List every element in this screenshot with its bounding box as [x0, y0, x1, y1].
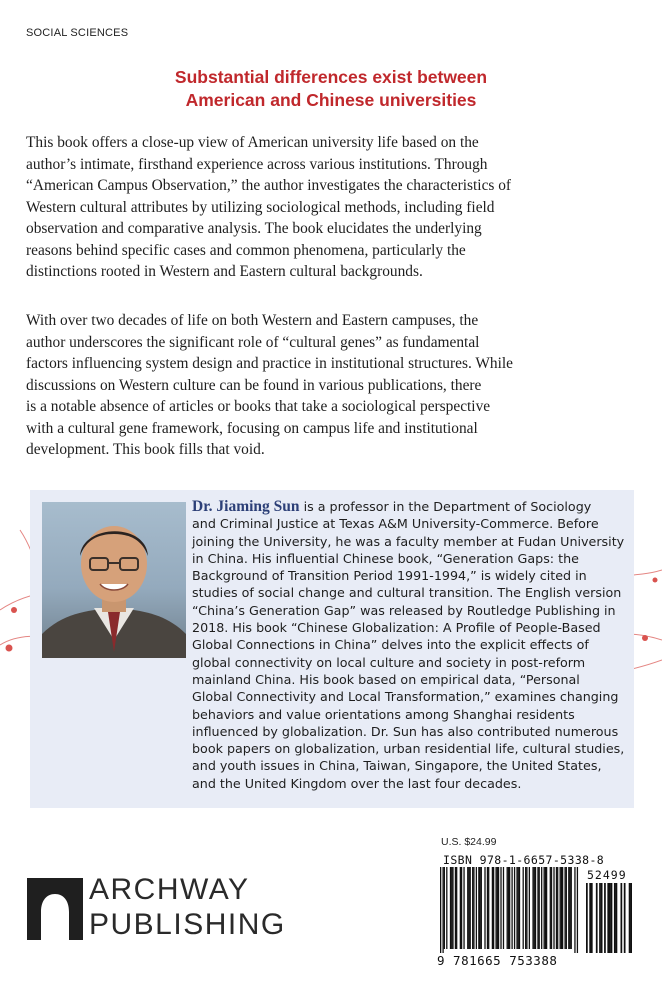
barcode-bar — [556, 867, 557, 949]
barcode-bar — [541, 867, 542, 949]
barcode-addon-bar — [621, 883, 623, 953]
headline-line: American and Chinese universities — [185, 90, 477, 110]
barcode-addon-bar — [616, 883, 618, 953]
barcode-bar — [495, 867, 496, 949]
barcode-addon-bar — [630, 883, 632, 953]
barcode-bar — [511, 867, 512, 949]
barcode-bar — [532, 867, 533, 949]
paragraph-line: With over two decades of life on both Western and Eastern campuses, the — [26, 312, 479, 329]
barcode-bar — [468, 867, 469, 949]
barcode-bar — [456, 867, 457, 949]
barcode-bar — [478, 867, 479, 949]
barcode-bar — [523, 867, 524, 949]
barcode-bar — [551, 867, 552, 949]
barcode-bar — [571, 867, 572, 949]
barcode-bar — [498, 867, 499, 949]
isbn-label: ISBN 978-1-6657-5338-8 — [443, 853, 605, 867]
barcode-bar — [497, 867, 498, 949]
paragraph-line: discussions on Western culture can be found in various publications, there — [26, 376, 482, 394]
barcode-bar — [472, 867, 473, 949]
barcode-bar — [568, 867, 569, 949]
barcode-bar — [550, 867, 551, 949]
description-paragraph-1 — [26, 132, 646, 283]
barcode-bar — [461, 867, 462, 949]
publisher-name-line2: PUBLISHING — [89, 908, 286, 941]
paragraph-line: with a cultural gene framework, focusing on campus life and institutional — [26, 419, 478, 437]
paragraph-line: development. This book fills that void. — [26, 441, 265, 458]
paragraph-line: observation and comparative analysis. The book elucidates the underlying — [26, 220, 482, 237]
category-label: SOCIAL SCIENCES — [26, 27, 129, 39]
barcode-bar — [444, 867, 445, 949]
barcode-bar — [442, 867, 443, 953]
barcode-addon-bar — [614, 883, 616, 953]
barcode-bar — [526, 867, 527, 949]
bio-line: 2018. His book “Chinese Globalization: A Profile of People-Based — [192, 620, 601, 636]
barcode-addon-bar — [596, 883, 598, 953]
barcode-bar — [546, 867, 547, 949]
barcode-bar — [451, 867, 452, 949]
headline — [0, 66, 662, 112]
barcode-bar — [534, 867, 535, 949]
barcode-bar — [493, 867, 494, 949]
barcode-bar — [525, 867, 526, 949]
bio-line: Background of Transition Period 1991-1994,” is widely cited in — [192, 568, 587, 584]
bio-line: behaviors and value orientations among Shanghai residents — [192, 706, 575, 722]
price-addon-code: 52499 — [587, 868, 627, 882]
barcode-bar — [481, 867, 482, 949]
barcode-bar — [566, 867, 567, 949]
barcode-addon-bar — [629, 883, 631, 953]
price-label: U.S. $24.99 — [441, 836, 497, 848]
barcode-bar — [564, 867, 565, 949]
barcode-bar — [509, 867, 510, 949]
paragraph-line: author’s intimate, firsthand experience across various institutions. Through — [26, 155, 488, 173]
barcode-bar — [500, 867, 501, 949]
barcode-bar — [507, 867, 508, 949]
barcode-addon-bar — [607, 883, 609, 953]
barcode-bar — [516, 867, 517, 949]
barcode-bar — [519, 867, 520, 949]
bio-line: mainland China. His book based on empirical data, “Personal — [192, 671, 580, 687]
barcode-addon-bar — [591, 883, 593, 953]
barcode-addon-bar — [599, 883, 601, 953]
paragraph-line: This book offers a close-up view of American university life based on the — [26, 134, 479, 151]
barcode-bar — [557, 867, 558, 949]
barcode-bar — [450, 867, 451, 949]
paragraph-line: author underscores the significant role of “cultural genes” as fundamental — [26, 333, 480, 351]
barcode-bar — [545, 867, 546, 949]
bio-line: Global Connections in China” delves into the explicit effects of — [192, 637, 589, 653]
paragraph-line: Western cultural attributes by utilizing sociological methods, including field — [26, 198, 495, 216]
barcode-bar — [492, 867, 493, 949]
barcode-bar — [455, 867, 456, 949]
barcode-bar — [503, 867, 504, 949]
barcode-bar — [463, 867, 464, 949]
barcode-bar — [535, 867, 536, 949]
barcode-bar — [577, 867, 578, 953]
barcode-bar — [553, 867, 554, 949]
bio-line: global connectivity on local culture and society in post-reform — [192, 654, 586, 670]
barcode-bar — [488, 867, 489, 949]
paragraph-line: factors influencing system design and practice in institutional structures. While — [26, 355, 513, 372]
bio-line: and Criminal Justice at Texas A&M University-Commerce. Before — [192, 516, 599, 532]
barcode-bar — [467, 867, 468, 949]
barcode-bar — [518, 867, 519, 949]
barcode-bar — [440, 867, 441, 953]
barcode-addon-bar — [604, 883, 606, 953]
barcode-bar — [470, 867, 471, 949]
bio-line: Global Connectivity and Local Transformation,” examines changing — [192, 689, 619, 705]
barcode-bar — [562, 867, 563, 949]
headline-line: Substantial differences exist between — [174, 67, 488, 87]
barcode-addon-bar — [609, 883, 611, 953]
barcode-bar — [539, 867, 540, 949]
paragraph-line: “American Campus Observation,” the author investigates the characteristics of — [26, 177, 512, 194]
barcode-bar — [560, 867, 561, 949]
publisher-name-line1: ARCHWAY — [89, 873, 250, 906]
barcode-bar — [460, 867, 461, 949]
bio-line: “China’s Generation Gap” was released by Routledge Publishing in — [192, 602, 616, 618]
bio-line: and youth issues in China, Taiwan, Singapore, the United States, — [192, 758, 602, 774]
paragraph-line: distinctions rooted in Western and Eastern cultural backgrounds. — [26, 263, 423, 280]
barcode-bar — [561, 867, 562, 949]
barcode-addon-bar — [624, 883, 626, 953]
bio-line: and the United Kingdom over the last four decades. — [192, 775, 522, 791]
barcode-digits: 9 781665 753388 — [437, 953, 558, 968]
barcode-bar — [529, 867, 530, 949]
author-photo — [42, 502, 186, 658]
bio-first-line-text: is a professor in the Department of Sociology — [299, 499, 592, 514]
barcode-bar — [452, 867, 453, 949]
bio-line: book papers on globalization, urban residential life, cultural studies, — [192, 741, 625, 757]
barcode-bar — [569, 867, 570, 949]
barcode-bar — [473, 867, 474, 949]
barcode-bar — [446, 867, 447, 949]
barcode-bar — [484, 867, 485, 949]
bio-line: studies of social change and cultural transition. The English version — [192, 585, 622, 601]
paragraph-line: is a notable absence of articles or books that take a sociological perspective — [26, 398, 491, 415]
archway-logo-icon — [27, 878, 83, 944]
author-name: Dr. Jiaming Sun — [192, 498, 300, 515]
barcode-bar — [544, 867, 545, 949]
barcode-bar — [487, 867, 488, 949]
author-bio — [192, 498, 632, 792]
barcode-bar — [479, 867, 480, 949]
barcode-addon-bar — [586, 883, 588, 953]
bio-line: in China. His influential Chinese book, “Generation Gaps: the — [192, 550, 579, 566]
barcode-bar — [537, 867, 538, 949]
barcode-addon-bar — [589, 883, 591, 953]
paragraph-line: reasons behind specific cases and common phenomena, particularly the — [26, 241, 466, 259]
bio-line: joining the University, he was a faculty member at Fudan University — [192, 533, 625, 549]
barcode-bar — [508, 867, 509, 949]
bio-line: influenced by globalization. Dr. Sun has also contributed numerous — [192, 723, 619, 739]
barcode-bar — [514, 867, 515, 949]
description-paragraph-2 — [26, 310, 646, 461]
barcode-bar — [476, 867, 477, 949]
barcode-addon-bar — [601, 883, 603, 953]
barcode-addon-bar — [611, 883, 613, 953]
barcode-bar — [574, 867, 575, 953]
bio-first-line — [192, 498, 632, 515]
